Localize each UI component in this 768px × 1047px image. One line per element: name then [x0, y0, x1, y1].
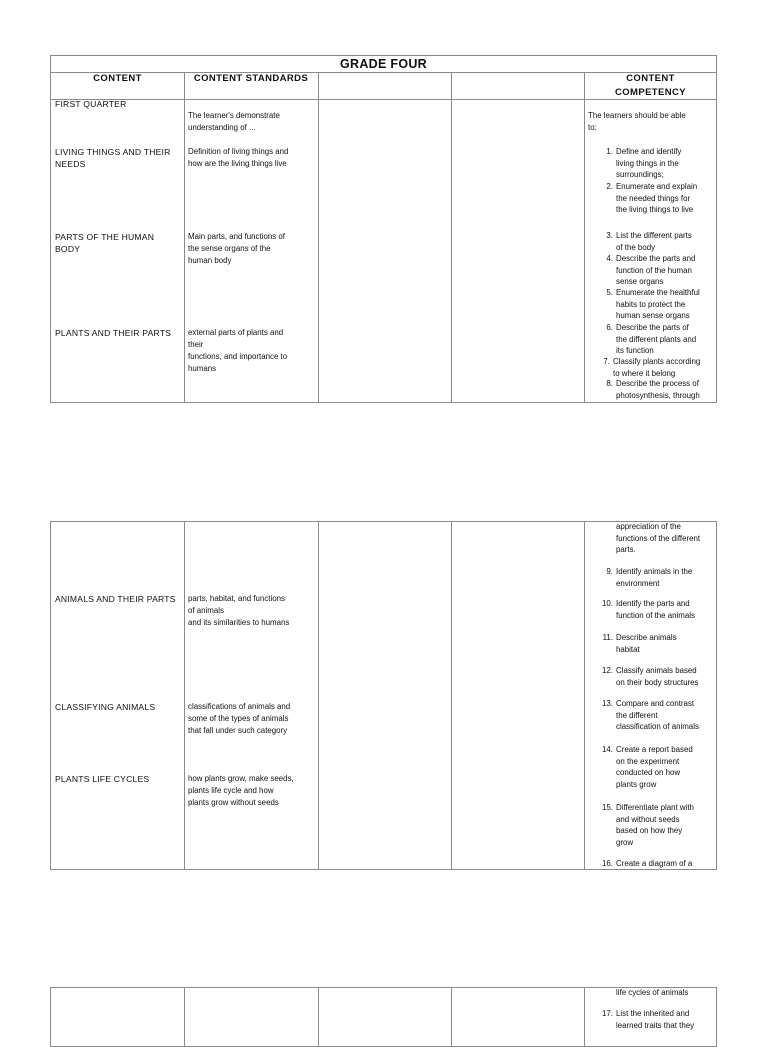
competency-item: 15. Differentiate plant with and without seeds based on how they grow	[602, 803, 694, 847]
first-quarter-label: FIRST QUARTER	[55, 99, 127, 109]
column-divider-2	[318, 522, 319, 869]
topic-human-body: PARTS OF THE HUMAN BODY	[55, 232, 155, 254]
competency-continuation: appreciation of the functions of the different parts.	[616, 522, 701, 554]
competency-item: 7. Classify plants according to where it belong	[603, 357, 701, 378]
competency-item: 4. Describe the parts and function of the human sense organs	[606, 254, 696, 286]
page-title: GRADE FOUR	[339, 57, 428, 71]
competency-item: 12. Classify animals based on their body structures	[602, 666, 699, 687]
topic-plants-life-cycles: PLANTS LIFE CYCLES	[55, 774, 150, 784]
column-divider-1	[184, 988, 185, 1046]
standard-human-body: Main parts, and functions of the sense organs of the human body	[188, 232, 285, 265]
competency-item: 3. List the different parts of the body	[606, 231, 692, 252]
competency-item: 6. Describe the parts of the different plants and its function	[606, 323, 697, 355]
curriculum-table-page1	[50, 55, 717, 403]
column-divider-3	[451, 72, 452, 402]
competency-item: 17. List the inherited and learned traits that they	[602, 1009, 695, 1030]
column-divider-4	[584, 522, 585, 869]
standard-living-things: Definition of living things and how are the living things live	[188, 147, 289, 168]
column-divider-4	[584, 72, 585, 402]
curriculum-table-page3	[50, 987, 717, 1047]
competency-item: 9. Identify animals in the environment	[606, 567, 693, 588]
standards-intro: The learner's demonstrate understanding of ...	[188, 111, 280, 132]
competency-item: 11. Describe animals habitat	[602, 633, 677, 654]
competency-item: 1. Define and identify living things in the surroundings;	[606, 147, 682, 179]
standard-plants-life-cycles: how plants grow, make seeds, plants life cycle and how plants grow without seeds	[188, 774, 294, 807]
competency-item: 5. Enumerate the healthful habits to protect the human sense organs	[606, 288, 700, 320]
curriculum-table-page2	[50, 521, 717, 870]
column-divider-3	[451, 522, 452, 869]
standard-classifying-animals: classifications of animals and some of the types of animals that fall under such category	[188, 702, 291, 735]
topic-living-things: LIVING THINGS AND THEIR NEEDS	[55, 147, 171, 169]
header-content-standards: CONTENT STANDARDS	[193, 73, 309, 84]
competency-continuation: life cycles of animals	[616, 988, 689, 997]
column-divider-3	[451, 988, 452, 1046]
topic-plants-parts: PLANTS AND THEIR PARTS	[55, 328, 172, 338]
topic-animals-parts: ANIMALS AND THEIR PARTS	[55, 594, 176, 604]
standard-plants-parts: external parts of plants and their functions, and importance to humans	[188, 328, 288, 373]
column-divider-4	[584, 988, 585, 1046]
competency-item: 13. Compare and contrast the different classification of animals	[602, 699, 699, 731]
header-content-competency: CONTENT COMPETENCY	[614, 73, 687, 98]
column-divider-2	[318, 988, 319, 1046]
competency-item: 8. Describe the process of photosynthesis, through	[606, 379, 700, 400]
competency-item: 14. Create a report based on the experiment conducted on how plants grow	[602, 745, 693, 789]
competency-item: 16. Create a diagram of a	[602, 859, 693, 868]
competency-intro: The learners should be able to:	[588, 111, 686, 132]
header-content: CONTENT	[93, 73, 142, 84]
standard-animals-parts: parts, habitat, and functions of animals and its similarities to humans	[188, 594, 290, 627]
column-divider-1	[184, 522, 185, 869]
column-divider-1	[184, 72, 185, 402]
competency-item: 2. Enumerate and explain the needed things for the living things to live	[606, 182, 698, 214]
competency-item: 10. Identify the parts and function of the animals	[602, 599, 695, 620]
column-divider-2	[318, 72, 319, 402]
topic-classifying-animals: CLASSIFYING ANIMALS	[55, 702, 156, 712]
